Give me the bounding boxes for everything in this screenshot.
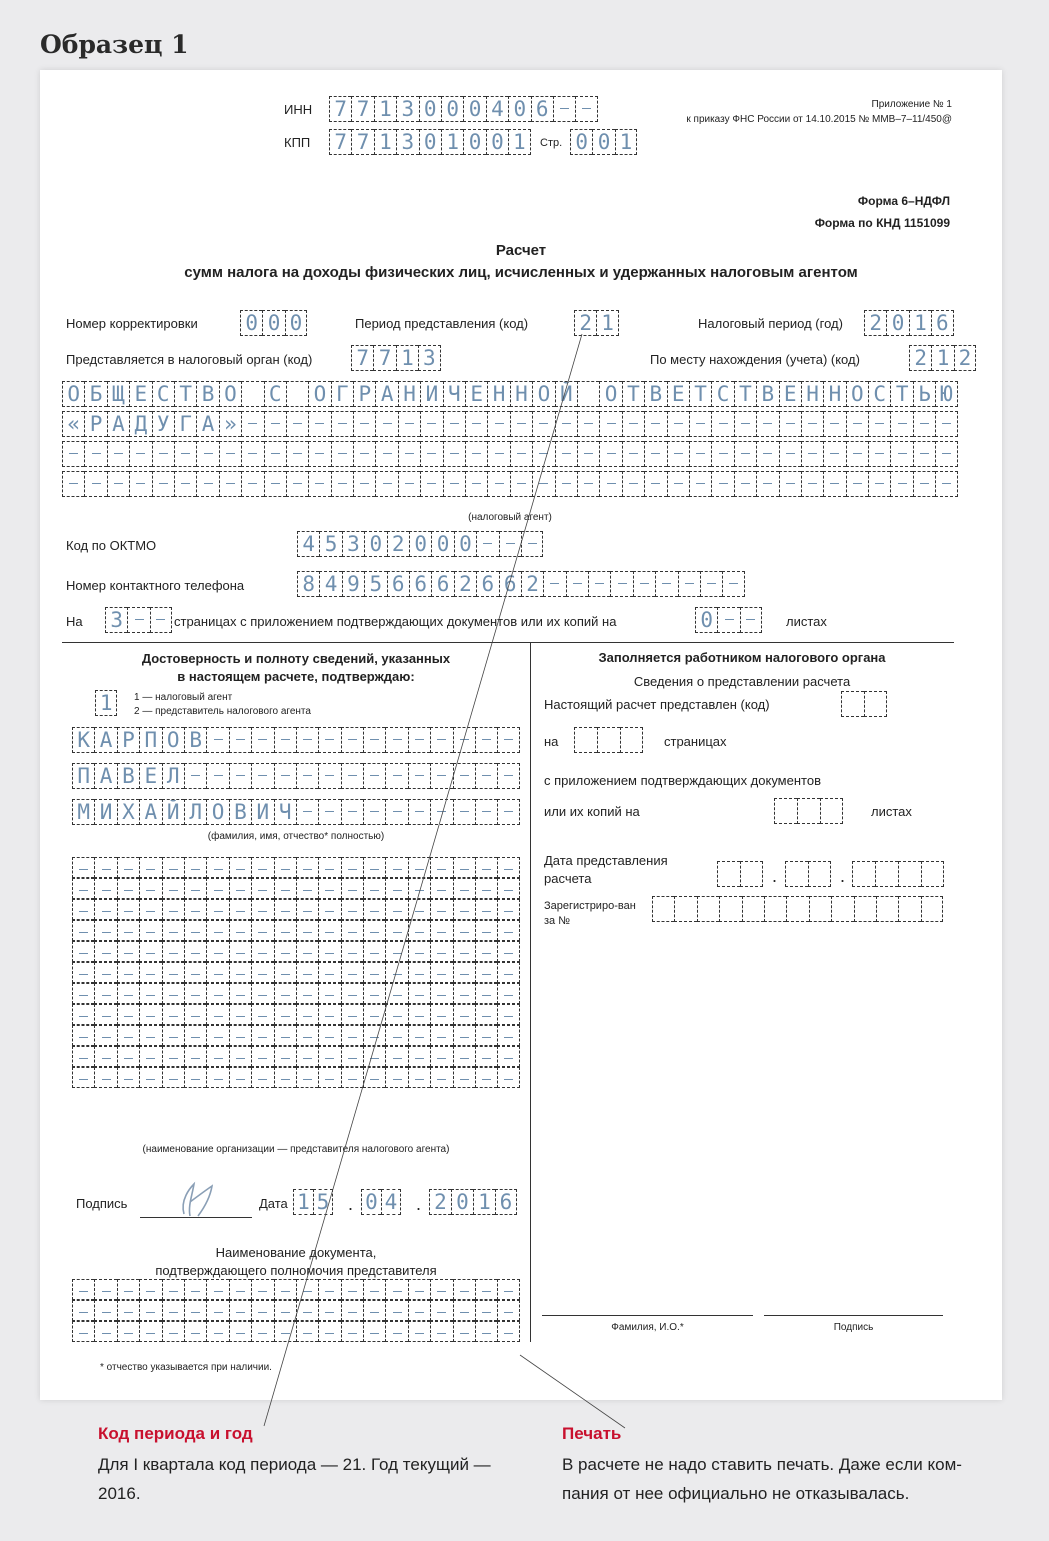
char-cell: 7 (351, 345, 373, 371)
inn-label: ИНН (284, 102, 313, 117)
char-cell: А (107, 411, 129, 437)
char-cell: Й (162, 799, 184, 825)
on-label: На (66, 614, 83, 629)
form-subtitle: сумм налога на доходы физических лиц, исчисленных и удержанных налоговым агентом (184, 264, 858, 281)
char-cell: 1 (909, 310, 931, 336)
char-cell: 8 (297, 571, 319, 597)
callout-stamp-title: Печать (562, 1424, 622, 1443)
char-cell: О (62, 381, 84, 407)
char-cell: 3 (418, 345, 440, 371)
char-cell: 0 (285, 310, 307, 336)
char-cell: В (117, 763, 139, 789)
char-cell: 1 (596, 310, 618, 336)
char-cell: И (420, 381, 442, 407)
char-cell: Н (510, 381, 532, 407)
char-cell: 2 (954, 345, 976, 371)
agent-caption: (налоговый агент) (468, 512, 552, 523)
char-cell: В (644, 381, 666, 407)
char-cell: 7 (329, 129, 351, 155)
char-cell: 5 (313, 1189, 333, 1215)
char-cell: 2 (521, 571, 543, 597)
order-note: к приказу ФНС России от 14.10.2015 № ММВ–7–11/450@ (686, 114, 952, 125)
char-cell: Ч (274, 799, 296, 825)
char-cell: Т (689, 381, 711, 407)
char-cell: 7 (373, 345, 395, 371)
confirm-heading: Достоверность и полноту сведений, указанных (141, 651, 451, 666)
oktmo-label: Код по ОКТМО (66, 538, 157, 553)
char-cell: 7 (351, 129, 373, 155)
pages-label: страницах (664, 734, 727, 749)
char-cell: 5 (364, 571, 386, 597)
char-cell: 4 (297, 531, 319, 557)
char-cell: 0 (592, 129, 614, 155)
date-label: Дата (259, 1196, 288, 1211)
char-cell: 0 (454, 531, 476, 557)
tax-officer-heading: Заполняется работником налогового органа (598, 650, 886, 665)
pages-on-label: на (544, 734, 559, 749)
char-cell: А (196, 411, 218, 437)
char-cell: 5 (319, 531, 341, 557)
char-cell: О (846, 381, 868, 407)
date-separator: . (348, 1194, 354, 1214)
char-cell: 0 (451, 1189, 473, 1215)
char-cell: Т (174, 381, 196, 407)
char-cell: С (152, 381, 174, 407)
char-cell: 0 (441, 96, 463, 122)
char-cell: 0 (262, 310, 284, 336)
char-cell: 6 (531, 96, 553, 122)
char-cell: Й (555, 381, 577, 407)
char-cell: Г (331, 381, 353, 407)
char-cell: 1 (95, 690, 117, 716)
char-cell: 0 (361, 1189, 381, 1215)
char-cell: Н (823, 381, 845, 407)
char-cell: А (375, 381, 397, 407)
date-separator: . (772, 866, 778, 886)
kpp-label: КПП (284, 135, 311, 150)
doc-heading: Наименование документа, (215, 1245, 377, 1260)
char-cell: 4 (486, 96, 508, 122)
callout-period-text-2: 2016. (98, 1484, 141, 1503)
sample-title: Образец 1 (40, 30, 189, 59)
phone-label: Номер контактного телефона (66, 578, 245, 593)
char-cell: И (94, 799, 116, 825)
char-cell: 1 (931, 345, 953, 371)
char-cell: 2 (454, 571, 476, 597)
char-cell: А (139, 799, 161, 825)
char-cell: 0 (695, 607, 717, 633)
char-cell: 1 (374, 129, 396, 155)
char-cell: В (229, 799, 251, 825)
char-cell: 7 (329, 96, 351, 122)
char-cell: 3 (396, 96, 418, 122)
registered-label-2: за № (544, 915, 571, 927)
char-cell: Е (465, 381, 487, 407)
fio-caption: (фамилия, имя, отчество* полностью) (207, 831, 385, 842)
char-cell: С (711, 381, 733, 407)
char-cell: 0 (570, 129, 592, 155)
callout-period-title: Код периода и год (98, 1424, 253, 1443)
submission-info-heading: Сведения о представлении расчета (633, 674, 851, 689)
char-cell: Р (353, 381, 375, 407)
char-cell: Е (667, 381, 689, 407)
char-cell: Т (734, 381, 756, 407)
char-cell: 0 (463, 129, 485, 155)
char-cell: А (94, 763, 116, 789)
char-cell: » (219, 411, 241, 437)
char-cell: 6 (476, 571, 498, 597)
attachments-label: с приложением подтверждающих документов (544, 773, 821, 788)
char-cell: 0 (419, 96, 441, 122)
sheets-label: листах (786, 614, 827, 629)
char-cell: Н (487, 381, 509, 407)
char-cell: О (308, 381, 330, 407)
char-cell: В (184, 727, 206, 753)
char-cell: Л (162, 763, 184, 789)
char-cell: 1 (508, 129, 530, 155)
char-cell: 0 (419, 129, 441, 155)
char-cell: Е (129, 381, 151, 407)
char-cell: Е (779, 381, 801, 407)
date-separator: . (840, 866, 846, 886)
char-cell: 0 (486, 129, 508, 155)
form-name: Форма 6–НДФЛ (857, 194, 950, 208)
char-cell: 0 (886, 310, 908, 336)
page-label: Стр. (540, 137, 563, 149)
char-cell: 1 (374, 96, 396, 122)
submitted-code-label: Настоящий расчет представлен (код) (544, 697, 770, 712)
char-cell: О (206, 799, 228, 825)
char-cell: Т (622, 381, 644, 407)
signer-option-representative: 2 — представитель налогового агента (134, 706, 311, 717)
char-cell: 7 (351, 96, 373, 122)
char-cell: 6 (387, 571, 409, 597)
appendix-note: Приложение № 1 (871, 99, 952, 110)
char-cell: 2 (909, 345, 931, 371)
char-cell: « (62, 411, 84, 437)
char-cell: 0 (409, 531, 431, 557)
char-cell: 6 (409, 571, 431, 597)
sheets-label-right: листах (871, 804, 912, 819)
period-leader-line (264, 334, 582, 1426)
knd-code: Форма по КНД 1151099 (814, 216, 950, 230)
char-cell: Х (117, 799, 139, 825)
char-cell: 6 (499, 571, 521, 597)
signature-label: Подпись (76, 1196, 128, 1211)
submission-date-label-2: расчета (544, 871, 592, 886)
callout-stamp-text: В расчете не надо ставить печать. Даже если ком- (562, 1455, 962, 1474)
char-cell: 3 (396, 129, 418, 155)
org-caption: (наименование организации — представителя налогового агента) (142, 1144, 450, 1155)
char-cell: Щ (107, 381, 129, 407)
tax-authority-label: Представляется в налоговый орган (код) (66, 352, 313, 367)
confirm-subheading: в настоящем расчете, подтверждаю: (177, 669, 415, 684)
char-cell: 6 (495, 1189, 517, 1215)
callout-stamp-text-2: пания от нее официально не отказывалась. (562, 1484, 910, 1503)
char-cell: О (162, 727, 184, 753)
char-cell: П (72, 763, 94, 789)
char-cell: М (72, 799, 94, 825)
char-cell: И (251, 799, 273, 825)
char-cell: Д (129, 411, 151, 437)
char-cell: 2 (429, 1189, 451, 1215)
char-cell: Р (84, 411, 106, 437)
char-cell: 3 (342, 531, 364, 557)
char-cell: 9 (342, 571, 364, 597)
tax-period-label: Налоговый период (год) (698, 316, 843, 331)
char-cell: Ю (935, 381, 957, 407)
char-cell: 0 (508, 96, 530, 122)
doc-subheading: подтверждающего полномочия представителя (155, 1263, 437, 1278)
char-cell: Г (174, 411, 196, 437)
correction-label: Номер корректировки (66, 316, 198, 331)
char-cell: О (599, 381, 621, 407)
char-cell: 2 (387, 531, 409, 557)
char-cell: 6 (431, 571, 453, 597)
char-cell: 2 (574, 310, 596, 336)
char-cell: 4 (319, 571, 341, 597)
char-cell: У (152, 411, 174, 437)
char-cell: С (868, 381, 890, 407)
char-cell: 1 (615, 129, 637, 155)
char-cell: 4 (381, 1189, 401, 1215)
char-cell: В (196, 381, 218, 407)
char-cell: 0 (463, 96, 485, 122)
char-cell: Н (801, 381, 823, 407)
char-cell: С (264, 381, 286, 407)
location-label: По месту нахождения (учета) (код) (650, 352, 860, 367)
char-cell: 3 (105, 607, 127, 633)
date-separator: . (416, 1194, 422, 1214)
char-cell: 1 (396, 345, 418, 371)
submission-date-label: Дата представления (544, 853, 668, 868)
char-cell: Л (184, 799, 206, 825)
footnote: * отчество указывается при наличии. (100, 1362, 272, 1373)
char-cell: 1 (293, 1189, 313, 1215)
pages-text: страницах с приложением подтверждающих документов или их копий на (174, 614, 617, 629)
signer-option-agent: 1 — налоговый агент (134, 692, 233, 703)
char-cell: П (139, 727, 161, 753)
char-cell: 1 (441, 129, 463, 155)
char-cell: Ь (913, 381, 935, 407)
char-cell: А (94, 727, 116, 753)
callout-period-text: Для I квартала код периода — 21. Год текущий — (98, 1455, 491, 1474)
char-cell: 0 (431, 531, 453, 557)
char-cell: О (219, 381, 241, 407)
char-cell: Ч (443, 381, 465, 407)
char-cell: 2 (864, 310, 886, 336)
char-cell: 0 (364, 531, 386, 557)
char-cell: 0 (240, 310, 262, 336)
stamp-leader-line (520, 1355, 625, 1428)
registered-label: Зарегистриро-ван (544, 900, 636, 912)
char-cell: О (532, 381, 554, 407)
char-cell: 1 (473, 1189, 495, 1215)
officer-fio-caption: Фамилия, И.О.* (611, 1322, 684, 1333)
char-cell: Б (84, 381, 106, 407)
char-cell: 6 (931, 310, 953, 336)
copies-label: или их копий на (544, 804, 640, 819)
char-cell: Н (398, 381, 420, 407)
officer-sign-caption: Подпись (833, 1322, 874, 1333)
char-cell: Е (139, 763, 161, 789)
char-cell: Т (890, 381, 912, 407)
period-label: Период представления (код) (355, 316, 529, 331)
char-cell: Р (117, 727, 139, 753)
char-cell: К (72, 727, 94, 753)
char-cell: В (756, 381, 778, 407)
form-title: Расчет (495, 242, 547, 259)
